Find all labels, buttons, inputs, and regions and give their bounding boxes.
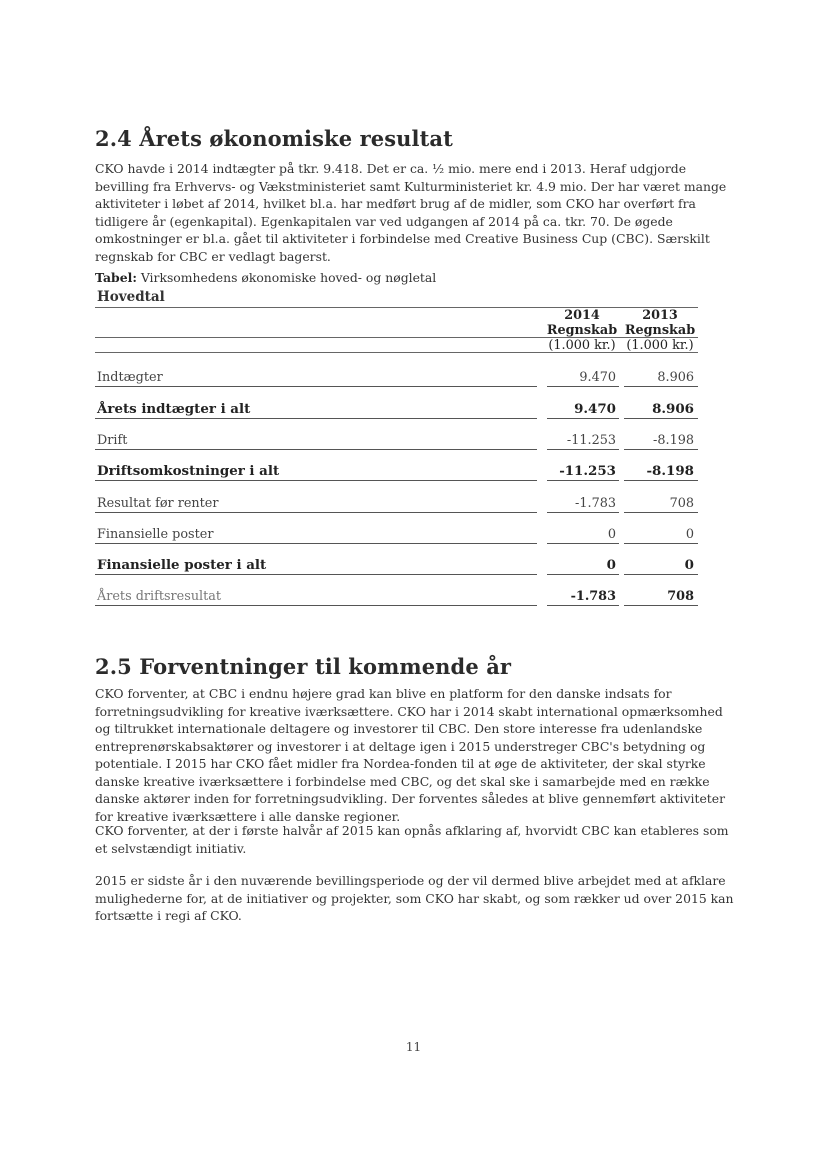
row-underline <box>547 386 619 387</box>
table-row <box>95 522 698 544</box>
table-rule <box>95 337 698 338</box>
row-underline <box>547 605 619 606</box>
table-caption-label: Tabel: <box>95 270 137 285</box>
row-value-2014: -1.783 <box>570 589 616 604</box>
row-underline <box>624 605 698 606</box>
table-row <box>95 459 698 481</box>
row-value-2013: -8.198 <box>653 433 694 448</box>
row-underline <box>95 418 537 419</box>
row-value-2013: 708 <box>667 589 694 604</box>
column-header-2013 <box>624 308 696 353</box>
column-year: 2013 <box>642 308 678 323</box>
row-underline <box>547 512 619 513</box>
column-type: Regnskab <box>624 323 696 338</box>
row-label: Årets indtægter i alt <box>97 401 251 417</box>
column-type: Regnskab <box>546 323 618 338</box>
section-2-5-paragraph-1: CKO forventer, at CBC i endnu højere grad kan blive en platform for den danske indsats for forretningsudvikling for kreative iværksættere. CKO har i 2014 skabt international opmærksomhed og tiltrukket internationale deltagere og investorer til CBC. Den store interesse fra udenlandske entreprenørskabsaktører og investorer i at deltage igen i 2015 understreger CBC's betydning og potentiale. I 2015 har CKO fået midler fra Nordea-fonden til at øge de aktiviteter, der skal styrke danske kreative iværksættere i forbindelse med CBC, og det skal ske i samarbejde med en række danske aktører inden for forretningsudvikling. Der forventes således at blive gennemført aktiviteter for kreative iværksættere i alle danske regioner. <box>95 686 726 824</box>
row-underline <box>624 480 698 481</box>
row-underline <box>95 574 537 575</box>
table-row <box>95 491 698 513</box>
row-value-2013: 8.906 <box>652 401 694 417</box>
table-title: Hovedtal <box>97 289 165 305</box>
table-row <box>95 584 698 606</box>
row-underline <box>624 543 698 544</box>
row-value-2013: 8.906 <box>657 370 694 385</box>
row-value-2014: -11.253 <box>566 433 616 448</box>
table-row <box>95 428 698 450</box>
row-value-2014: 0 <box>607 527 616 542</box>
column-unit: (1.000 kr.) <box>548 338 616 353</box>
section-heading-2-5: 2.5 Forventninger til kommende år <box>95 654 512 679</box>
section-heading-2-4: 2.4 Årets økonomiske resultat <box>95 126 453 151</box>
row-underline <box>95 480 537 481</box>
row-label: Driftsomkostninger i alt <box>97 463 280 479</box>
row-value-2013: -8.198 <box>646 463 694 479</box>
table-row <box>95 365 698 387</box>
row-underline <box>547 574 619 575</box>
row-underline <box>547 449 619 450</box>
table-row <box>95 397 698 419</box>
row-value-2014: 9.470 <box>579 370 616 385</box>
column-header-2014 <box>546 308 618 353</box>
row-label: Resultat før renter <box>97 496 219 511</box>
row-label: Årets driftsresultat <box>97 589 222 604</box>
row-underline <box>624 449 698 450</box>
column-unit: (1.000 kr.) <box>626 338 694 353</box>
row-value-2014: -11.253 <box>559 463 616 479</box>
row-underline <box>95 512 537 513</box>
page-number: 11 <box>405 1040 422 1054</box>
table-rule <box>95 352 698 353</box>
section-2-5-paragraph-2: CKO forventer, at der i første halvår af 2015 kan opnås afklaring af, hvorvidt CBC kan etableres som et selvstændigt initiativ. <box>95 823 729 856</box>
row-underline <box>95 386 537 387</box>
row-underline <box>95 605 537 606</box>
row-underline <box>95 449 537 450</box>
section-2-5-paragraph-3: 2015 er sidste år i den nuværende bevillingsperiode og der vil dermed blive arbejdet med at afklare mulighederne for, at de initiativer og projekter, som CKO har skabt, og som rækker ud over 2015 kan fortsætte i regi af CKO. <box>95 873 734 923</box>
row-underline <box>547 543 619 544</box>
table-row <box>95 553 698 575</box>
row-underline <box>547 480 619 481</box>
row-underline <box>624 574 698 575</box>
row-label: Finansielle poster i alt <box>97 557 267 573</box>
row-underline <box>624 386 698 387</box>
row-label: Drift <box>97 433 128 448</box>
row-underline <box>624 418 698 419</box>
row-label: Finansielle poster <box>97 527 214 542</box>
row-underline <box>624 512 698 513</box>
table-caption <box>95 270 436 285</box>
row-value-2013: 708 <box>669 496 694 511</box>
row-value-2013: 0 <box>685 527 694 542</box>
row-value-2014: 9.470 <box>574 401 616 417</box>
section-2-4-paragraph: CKO havde i 2014 indtægter på tkr. 9.418. Det er ca. ½ mio. mere end i 2013. Heraf udgjorde bevilling fra Erhvervs- og Vækstministeriet samt Kulturministeriet kr. 4.9 mio. Der har været mange aktiviteter i løbet af 2014, hvilket bl.a. har medført brug af de midler, som CKO har overført fra tidligere år (egenkapital). Egenkapitalen var ved udgangen af 2014 på ca. tkr. 70. De øgede omkostninger er bl.a. gået til aktiviteter i forbindelse med Creative Business Cup (CBC). Særskilt regnskab for CBC er vedlagt bagerst. <box>95 161 727 264</box>
row-value-2014: -1.783 <box>575 496 616 511</box>
row-value-2013: 0 <box>684 557 694 573</box>
table-caption-text: Virksomhedens økonomiske hoved- og nøgletal <box>136 270 437 285</box>
row-label: Indtægter <box>97 370 163 385</box>
row-value-2014: 0 <box>606 557 616 573</box>
row-underline <box>547 418 619 419</box>
row-underline <box>95 543 537 544</box>
column-year: 2014 <box>564 308 600 323</box>
